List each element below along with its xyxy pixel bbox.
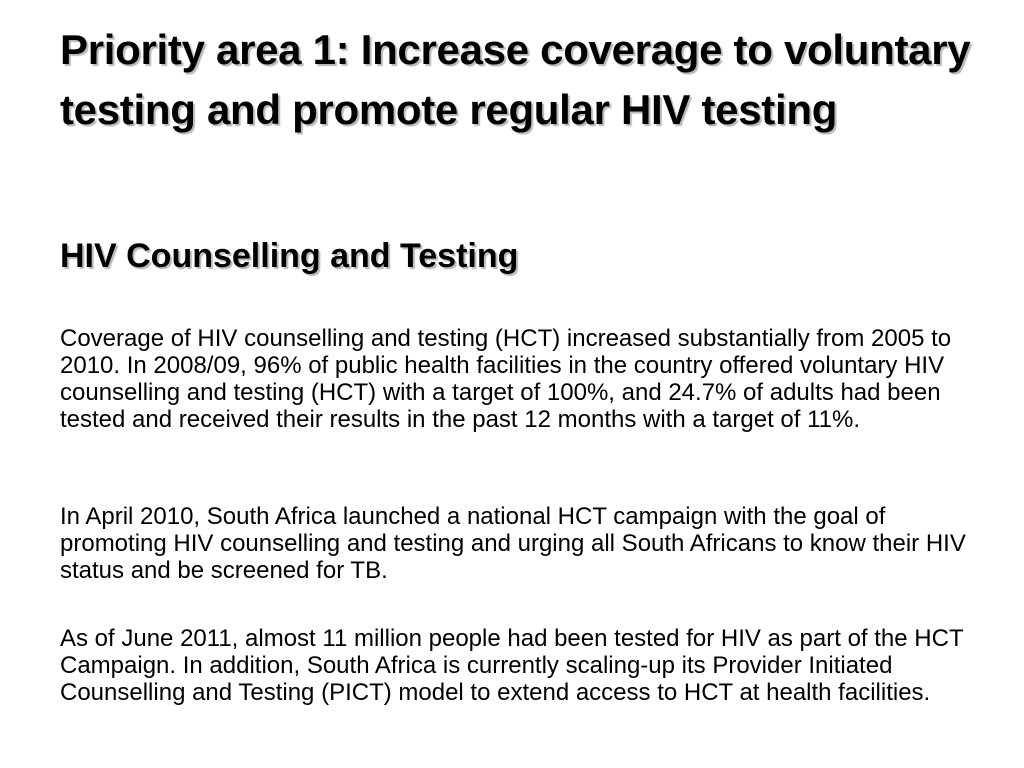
body-paragraph-campaign: In April 2010, South Africa launched a national HCT campaign with the goal of promoting HIV counselling and testing and urging all South Africans to know their HIV status and be screened for TB. <box>60 503 966 584</box>
slide-subtitle: HIV Counselling and Testing <box>60 237 519 275</box>
body-paragraph-coverage: Coverage of HIV counselling and testing (HCT) increased substantially from 2005 to 2010. In 2008/09, 96% of public health facilities in the country offered voluntary HIV counselling and testing (HCT) with a target of 100%, and 24.7% of adults had been tested and received their results in the past 12 months with a target of 11%. <box>60 325 952 433</box>
slide-title: Priority area 1: Increase coverage to voluntary testing and promote regular HIV testing <box>60 26 971 133</box>
body-paragraph-pict: As of June 2011, almost 11 million people had been tested for HIV as part of the HCT Campaign. In addition, South Africa is currently scaling-up its Provider Initiated Counselling and Testing (PICT) model to extend access to HCT at health facilities. <box>60 625 964 706</box>
